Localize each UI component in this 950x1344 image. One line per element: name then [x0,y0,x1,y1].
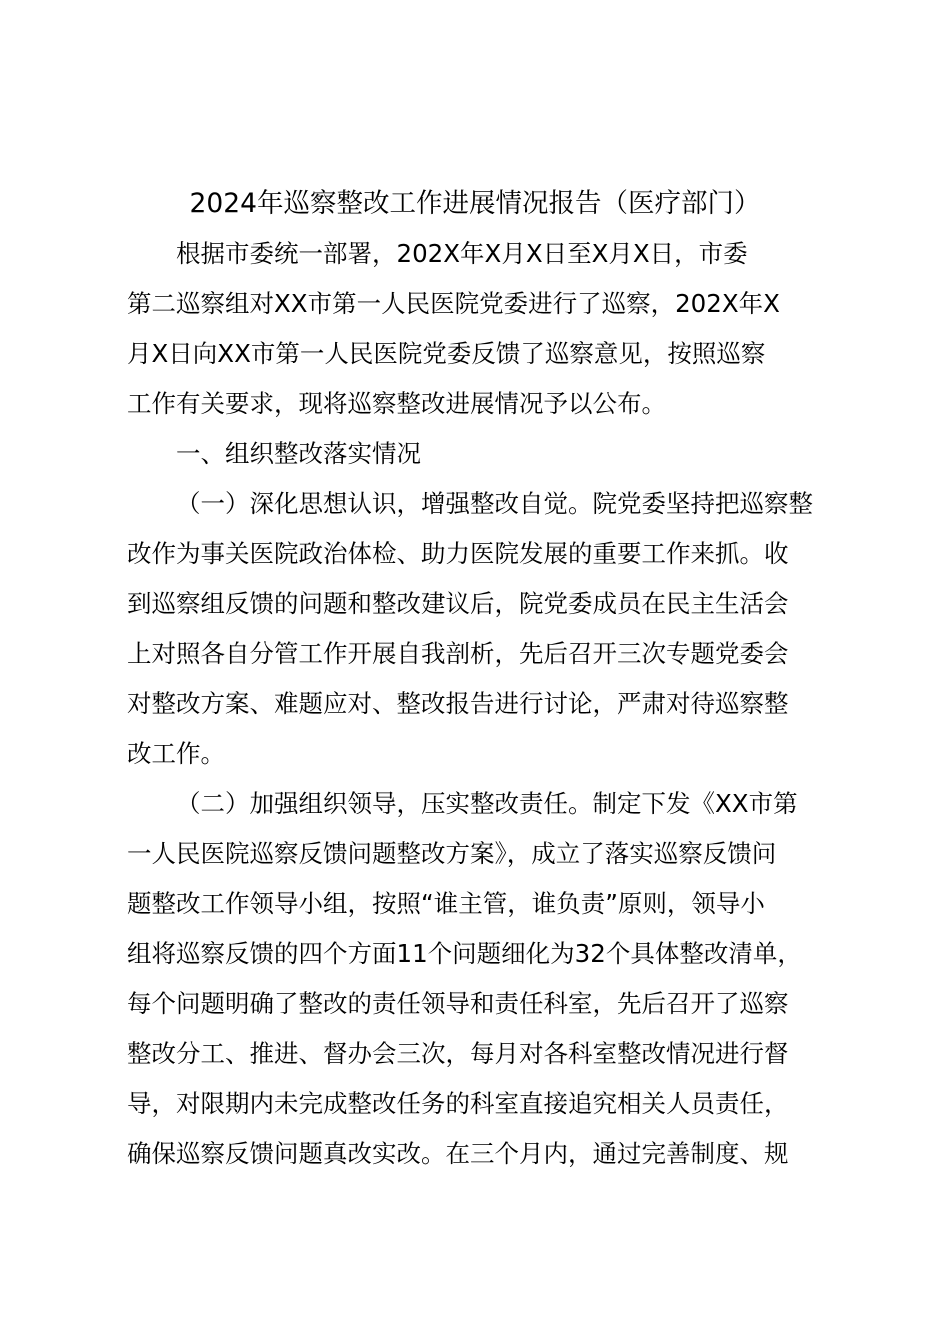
paragraph-line: 改作为事关医院政治体检、助力医院发展的重要工作来抓。收 [127,539,789,568]
paragraph-line: 改工作。 [127,739,225,768]
paragraph-line: （二）加强组织领导，压实整改责任。制定下发《XX市第 [176,789,798,818]
paragraph-line: 到巡察组反馈的问题和整改建议后，院党委成员在民主生活会 [127,589,789,618]
paragraph-line: 工作有关要求，现将巡察整改进展情况予以公布。 [127,389,666,418]
paragraph-line: （一）深化思想认识，增强整改自觉。院党委坚持把巡察整 [176,489,813,518]
document-title: 2024年巡察整改工作进展情况报告（医疗部门） [189,188,761,219]
paragraph-line: 每个问题明确了整改的责任领导和责任科室，先后召开了巡察 [127,989,789,1018]
paragraph-line: 月X日向XX市第一人民医院党委反馈了巡察意见，按照巡察 [127,339,766,368]
paragraph-line: 整改分工、推进、督办会三次，每月对各科室整改情况进行督 [127,1039,789,1068]
paragraph-line: 题整改工作领导小组，按照“谁主管，谁负责”原则，领导小 [127,889,765,918]
paragraph-line: 根据市委统一部署，202X年X月X日至X月X日，市委 [176,239,748,268]
paragraph-line: 组将巡察反馈的四个方面11个问题细化为32个具体整改清单， [127,939,802,968]
paragraph-line: 导，对限期内未完成整改任务的科室直接追究相关人员责任， [127,1089,789,1118]
section-heading: 一、组织整改落实情况 [176,439,421,468]
paragraph-line: 确保巡察反馈问题真改实改。在三个月内，通过完善制度、规 [127,1139,789,1168]
paragraph-line: 上对照各自分管工作开展自我剖析，先后召开三次专题党委会 [127,639,789,668]
paragraph-line: 对整改方案、难题应对、整改报告进行讨论，严肃对待巡察整 [127,689,789,718]
paragraph-line: 第二巡察组对XX市第一人民医院党委进行了巡察，202X年X [127,289,780,318]
paragraph-line: 一人民医院巡察反馈问题整改方案》，成立了落实巡察反馈问 [127,839,777,868]
